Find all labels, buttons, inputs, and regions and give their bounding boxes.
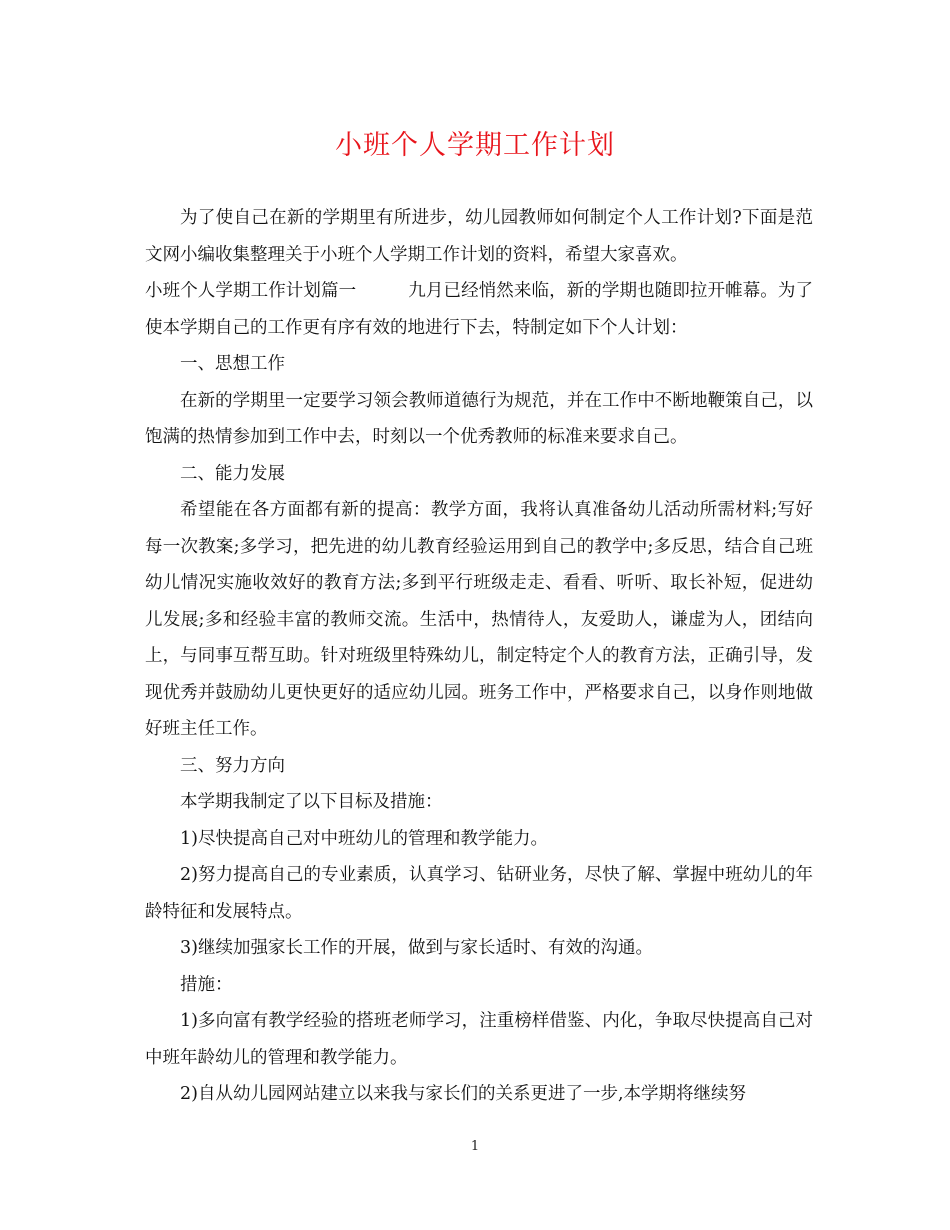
document-title: 小班个人学期工作计划 xyxy=(335,130,615,161)
part-paragraph xyxy=(145,273,813,346)
section2-heading: 二、能力发展 xyxy=(180,463,285,484)
page-number: 1 xyxy=(470,1139,480,1154)
section1-paragraph: 在新的学期里一定要学习领会教师道德行为规范，并在工作中不断地鞭策自己，以饱满的热情参加到工作中去，时刻以一个优秀教师的标准来要求自己。 xyxy=(145,390,813,447)
goal-item: 2)努力提高自己的专业素质，认真学习、钻研业务，尽快了解、掌握中班幼儿的年龄特征和发展特点。 xyxy=(145,865,813,922)
goal-item: 3)继续加强家长工作的开展，做到与家长适时、有效的沟通。 xyxy=(180,938,653,958)
measures-heading: 措施： xyxy=(180,974,233,995)
part-label: 小班个人学期工作计划篇一 xyxy=(145,281,357,301)
section2-paragraph: 希望能在各方面都有新的提高：教学方面，我将认真准备幼儿活动所需材料;写好每一次教案;多学习，把先进的幼儿教育经验运用到自己的教学中;多反思，结合自己班幼儿情况实施收效好的教育方法;多到平行班级走走、看看、听听、取长补短，促进幼儿发展;多和经验丰富的教师交流。生活中，热情待人，友爱助人，谦虚为人，团结向上，与同事互帮互助。针对班级里特殊幼儿，制定特定个人的教育方法，正确引导，发现优秀并鼓励幼儿更快更好的适应幼儿园。班务工作中，严格要求自己，以身作则地做好班主任工作。 xyxy=(145,500,813,739)
section3-intro: 本学期我制定了以下目标及措施： xyxy=(180,792,443,812)
part-text: 九月已经悄然来临，新的学期也随即拉开帷幕。为了使本学期自己的工作更有序有效的地进行下去，特制定如下个人计划： xyxy=(145,281,814,338)
measure-item: 1)多向富有教学经验的搭班老师学习，注重榜样借鉴、内化，争取尽快提高自己对中班年龄幼儿的管理和教学能力。 xyxy=(145,1011,813,1068)
measure-item: 2)自从幼儿园网站建立以来我与家长们的关系更进了一步,本学期将继续努 xyxy=(180,1084,747,1104)
document-body xyxy=(145,200,813,1113)
goal-item: 1)尽快提高自己对中班幼儿的管理和教学能力。 xyxy=(180,828,548,849)
intro-paragraph: 为了使自己在新的学期里有所进步，幼儿园教师如何制定个人工作计划?下面是范文网小编收集整理关于小班个人学期工作计划的资料，希望大家喜欢。 xyxy=(145,208,813,265)
section1-heading: 一、思想工作 xyxy=(180,354,285,374)
section3-heading: 三、努力方向 xyxy=(180,755,285,776)
